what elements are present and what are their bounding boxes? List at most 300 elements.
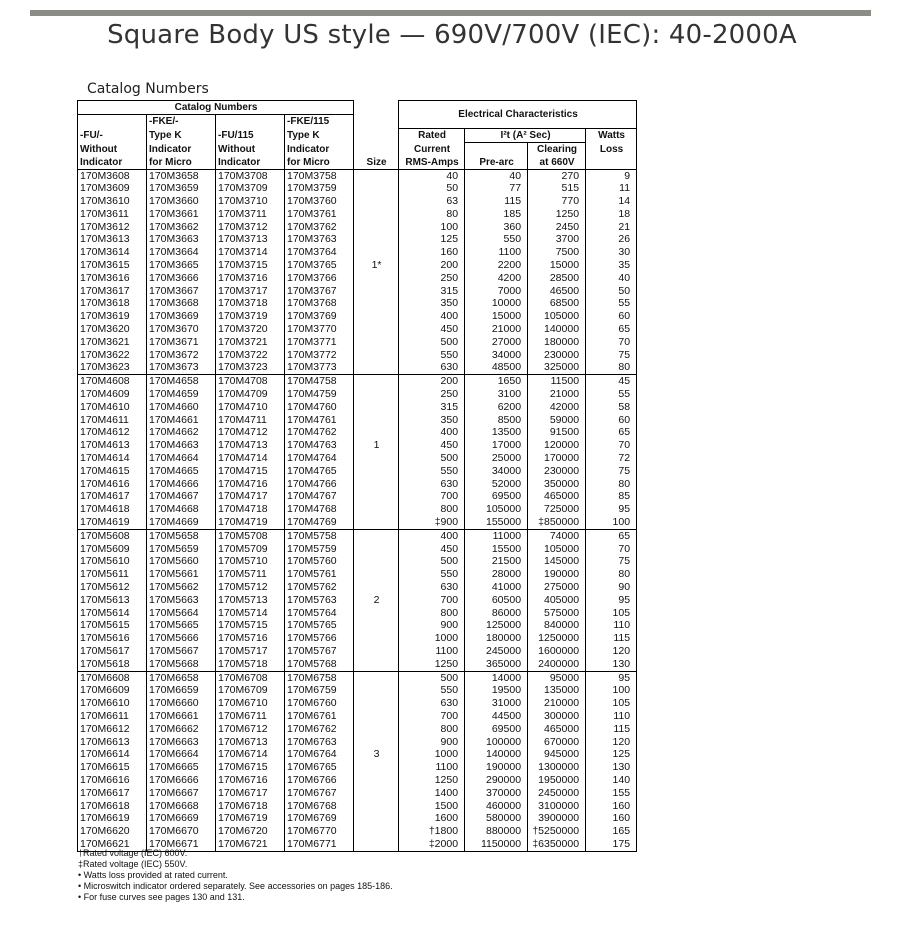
clearing-cell: 350000 xyxy=(528,478,586,491)
catalog-number-cell: 170M3622 xyxy=(78,349,147,362)
col4-l2 xyxy=(354,128,399,142)
catalog-number-cell: 170M6613 xyxy=(78,736,147,749)
table-row xyxy=(78,426,637,439)
catalog-number-cell: 170M6771 xyxy=(285,838,354,851)
catalog-number-cell: 170M3672 xyxy=(147,349,216,362)
catalog-number-cell: 170M3712 xyxy=(216,221,285,234)
catalog-number-cell: 170M5610 xyxy=(78,555,147,568)
catalog-number-cell: 170M5660 xyxy=(147,555,216,568)
size-cell xyxy=(354,233,399,246)
clearing-cell: 135000 xyxy=(528,684,586,697)
watts-loss-cell: 65 xyxy=(586,426,637,439)
catalog-number-cell: 170M4617 xyxy=(78,490,147,503)
catalog-number-cell: 170M5716 xyxy=(216,632,285,645)
watts-loss-cell: 65 xyxy=(586,323,637,336)
catalog-number-cell: 170M4610 xyxy=(78,401,147,414)
catalog-number-cell: 170M3761 xyxy=(285,208,354,221)
catalog-number-cell: 170M5609 xyxy=(78,543,147,556)
pre-arc-cell: 69500 xyxy=(465,723,528,736)
watts-loss-cell: 110 xyxy=(586,619,637,632)
clearing-cell: 230000 xyxy=(528,349,586,362)
catalog-number-cell: 170M6621 xyxy=(78,838,147,851)
clearing-cell: 11500 xyxy=(528,375,586,388)
col8-l4 xyxy=(586,156,637,170)
pre-arc-cell: 140000 xyxy=(465,748,528,761)
clearing-cell: 105000 xyxy=(528,310,586,323)
rated-current-cell: 1100 xyxy=(399,645,465,658)
catalog-number-cell: 170M3767 xyxy=(285,285,354,298)
watts-loss-cell: 130 xyxy=(586,658,637,671)
pre-arc-cell: 15000 xyxy=(465,310,528,323)
catalog-number-cell: 170M3758 xyxy=(285,169,354,182)
table-row xyxy=(78,195,637,208)
catalog-number-cell: 170M5608 xyxy=(78,529,147,542)
catalog-number-cell: 170M6671 xyxy=(147,838,216,851)
top-rule xyxy=(30,10,871,16)
catalog-number-cell: 170M3617 xyxy=(78,285,147,298)
catalog-number-cell: 170M4713 xyxy=(216,439,285,452)
size-cell xyxy=(354,182,399,195)
catalog-number-cell: 170M5658 xyxy=(147,529,216,542)
catalog-number-cell: 170M3713 xyxy=(216,233,285,246)
catalog-number-cell: 170M4608 xyxy=(78,375,147,388)
clearing-cell: 2450000 xyxy=(528,787,586,800)
rated-current-cell: 700 xyxy=(399,594,465,607)
catalog-number-cell: 170M6619 xyxy=(78,812,147,825)
clearing-cell: 3100000 xyxy=(528,800,586,813)
catalog-number-cell: 170M3666 xyxy=(147,272,216,285)
catalog-number-cell: 170M5667 xyxy=(147,645,216,658)
catalog-number-cell: 170M4619 xyxy=(78,516,147,529)
col2-l4: Indicator xyxy=(216,156,285,170)
table-row xyxy=(78,529,637,542)
rated-current-cell: 250 xyxy=(399,388,465,401)
clearing-cell: 21000 xyxy=(528,388,586,401)
rated-current-cell: 450 xyxy=(399,323,465,336)
size-cell xyxy=(354,619,399,632)
rated-current-cell: †1800 xyxy=(399,825,465,838)
table-row xyxy=(78,594,637,607)
catalog-number-cell: 170M3621 xyxy=(78,336,147,349)
catalog-number-cell: 170M4718 xyxy=(216,503,285,516)
watts-loss-cell: 65 xyxy=(586,529,637,542)
catalog-number-cell: 170M4613 xyxy=(78,439,147,452)
pre-arc-cell: 28000 xyxy=(465,568,528,581)
pre-arc-cell: 125000 xyxy=(465,619,528,632)
size-cell xyxy=(354,195,399,208)
clearing-cell: 28500 xyxy=(528,272,586,285)
size-cell xyxy=(354,787,399,800)
catalog-number-cell: 170M3714 xyxy=(216,246,285,259)
rated-current-cell: 630 xyxy=(399,478,465,491)
catalog-number-cell: 170M3616 xyxy=(78,272,147,285)
table-row xyxy=(78,632,637,645)
table-row xyxy=(78,246,637,259)
clearing-cell: 465000 xyxy=(528,490,586,503)
rated-current-cell: 500 xyxy=(399,336,465,349)
catalog-number-cell: 170M4658 xyxy=(147,375,216,388)
catalog-number-cell: 170M3669 xyxy=(147,310,216,323)
clearing-cell: 325000 xyxy=(528,361,586,374)
col0-l4: Indicator xyxy=(78,156,147,170)
clearing-cell: 270 xyxy=(528,169,586,182)
pre-arc-cell: 185 xyxy=(465,208,528,221)
size-cell xyxy=(354,684,399,697)
catalog-number-cell: 170M3772 xyxy=(285,349,354,362)
col6-l3 xyxy=(465,142,528,156)
catalog-number-cell: 170M6768 xyxy=(285,800,354,813)
size-cell xyxy=(354,414,399,427)
table-row xyxy=(78,414,637,427)
pre-arc-cell: 1150000 xyxy=(465,838,528,851)
catalog-number-cell: 170M6720 xyxy=(216,825,285,838)
pre-arc-cell: 1100 xyxy=(465,246,528,259)
catalog-number-cell: 170M5767 xyxy=(285,645,354,658)
catalog-number-cell: 170M4719 xyxy=(216,516,285,529)
catalog-number-cell: 170M3671 xyxy=(147,336,216,349)
catalog-number-cell: 170M4615 xyxy=(78,465,147,478)
col6-l4: Pre-arc xyxy=(465,156,528,170)
catalog-number-cell: 170M6663 xyxy=(147,736,216,749)
catalog-number-cell: 170M6659 xyxy=(147,684,216,697)
catalog-number-cell: 170M6767 xyxy=(285,787,354,800)
rated-current-cell: 1250 xyxy=(399,658,465,671)
pre-arc-cell: 44500 xyxy=(465,710,528,723)
clearing-cell: 145000 xyxy=(528,555,586,568)
page-title: Square Body US style — 690V/700V (IEC): 40-2000A xyxy=(107,20,797,50)
pre-arc-cell: 11000 xyxy=(465,529,528,542)
catalog-number-cell: 170M6618 xyxy=(78,800,147,813)
catalog-number-cell: 170M3716 xyxy=(216,272,285,285)
pre-arc-cell: 41000 xyxy=(465,581,528,594)
size-cell xyxy=(354,310,399,323)
size-cell: 1* xyxy=(354,259,399,272)
watts-loss-cell: 18 xyxy=(586,208,637,221)
pre-arc-cell: 40 xyxy=(465,169,528,182)
table-row xyxy=(78,452,637,465)
size-cell xyxy=(354,361,399,374)
catalog-number-cell: 170M4717 xyxy=(216,490,285,503)
catalog-number-cell: 170M4665 xyxy=(147,465,216,478)
clearing-cell: 180000 xyxy=(528,336,586,349)
rated-current-cell: 900 xyxy=(399,619,465,632)
catalog-number-cell: 170M5663 xyxy=(147,594,216,607)
clearing-cell: 74000 xyxy=(528,529,586,542)
catalog-number-cell: 170M3773 xyxy=(285,361,354,374)
watts-loss-cell: 165 xyxy=(586,825,637,838)
pre-arc-cell: 7000 xyxy=(465,285,528,298)
size-cell xyxy=(354,285,399,298)
clearing-cell: ‡6350000 xyxy=(528,838,586,851)
size-cell xyxy=(354,208,399,221)
watts-loss-cell: 115 xyxy=(586,632,637,645)
size-cell xyxy=(354,761,399,774)
watts-loss-cell: 130 xyxy=(586,761,637,774)
watts-loss-cell: 115 xyxy=(586,723,637,736)
clearing-cell: 3900000 xyxy=(528,812,586,825)
clearing-cell: 68500 xyxy=(528,297,586,310)
rated-current-cell: 1400 xyxy=(399,787,465,800)
table-row xyxy=(78,825,637,838)
catalog-number-cell: 170M5764 xyxy=(285,607,354,620)
catalog-number-cell: 170M6708 xyxy=(216,671,285,684)
table-row xyxy=(78,323,637,336)
catalog-number-cell: 170M6662 xyxy=(147,723,216,736)
table-row xyxy=(78,336,637,349)
catalog-number-cell: 170M3660 xyxy=(147,195,216,208)
catalog-number-cell: 170M3665 xyxy=(147,259,216,272)
footnotes xyxy=(78,848,393,903)
table-row xyxy=(78,208,637,221)
catalog-number-cell: 170M6765 xyxy=(285,761,354,774)
catalog-number-cell: 170M3723 xyxy=(216,361,285,374)
size-cell xyxy=(354,632,399,645)
catalog-number-cell: 170M4769 xyxy=(285,516,354,529)
col3-l3: Indicator xyxy=(285,142,354,156)
clearing-cell: 1300000 xyxy=(528,761,586,774)
table-row xyxy=(78,723,637,736)
catalog-number-cell: 170M6616 xyxy=(78,774,147,787)
table-row xyxy=(78,272,637,285)
catalog-number-cell: 170M5712 xyxy=(216,581,285,594)
watts-loss-cell: 120 xyxy=(586,736,637,749)
size-cell xyxy=(354,774,399,787)
catalog-number-cell: 170M6615 xyxy=(78,761,147,774)
col4-l4: Size xyxy=(354,156,399,170)
col7-l3: Clearing xyxy=(528,142,586,156)
catalog-number-cell: 170M3615 xyxy=(78,259,147,272)
pre-arc-cell: 3100 xyxy=(465,388,528,401)
watts-loss-cell: 100 xyxy=(586,684,637,697)
size-cell xyxy=(354,607,399,620)
pre-arc-cell: 31000 xyxy=(465,697,528,710)
pre-arc-cell: 190000 xyxy=(465,761,528,774)
catalog-number-cell: 170M4668 xyxy=(147,503,216,516)
clearing-cell: 190000 xyxy=(528,568,586,581)
catalog-number-cell: 170M3668 xyxy=(147,297,216,310)
catalog-number-cell: 170M4712 xyxy=(216,426,285,439)
table-row xyxy=(78,812,637,825)
rated-current-cell: 1000 xyxy=(399,748,465,761)
catalog-number-cell: 170M3673 xyxy=(147,361,216,374)
catalog-number-cell: 170M6716 xyxy=(216,774,285,787)
catalog-number-cell: 170M6718 xyxy=(216,800,285,813)
table-row xyxy=(78,555,637,568)
size-cell xyxy=(354,671,399,684)
table-row xyxy=(78,233,637,246)
rated-current-cell: 800 xyxy=(399,607,465,620)
table-row xyxy=(78,439,637,452)
rated-current-cell: 1250 xyxy=(399,774,465,787)
catalog-number-cell: 170M6709 xyxy=(216,684,285,697)
size-cell xyxy=(354,388,399,401)
catalog-number-cell: 170M5618 xyxy=(78,658,147,671)
pre-arc-cell: 77 xyxy=(465,182,528,195)
catalog-number-cell: 170M6620 xyxy=(78,825,147,838)
catalog-number-cell: 170M4760 xyxy=(285,401,354,414)
pre-arc-cell: 86000 xyxy=(465,607,528,620)
table-row xyxy=(78,581,637,594)
rated-current-cell: 500 xyxy=(399,555,465,568)
catalog-number-cell: 170M3759 xyxy=(285,182,354,195)
watts-loss-cell: 72 xyxy=(586,452,637,465)
catalog-number-cell: 170M4660 xyxy=(147,401,216,414)
watts-loss-cell: 155 xyxy=(586,787,637,800)
catalog-number-cell: 170M3670 xyxy=(147,323,216,336)
catalog-table xyxy=(77,100,637,852)
clearing-cell: 95000 xyxy=(528,671,586,684)
col2-l2: -FU/115 xyxy=(216,128,285,142)
table-row xyxy=(78,490,637,503)
table-row xyxy=(78,787,637,800)
clearing-cell: 170000 xyxy=(528,452,586,465)
size-cell xyxy=(354,478,399,491)
pre-arc-cell: 460000 xyxy=(465,800,528,813)
watts-loss-cell: 9 xyxy=(586,169,637,182)
size-cell xyxy=(354,465,399,478)
pre-arc-cell: 100000 xyxy=(465,736,528,749)
watts-loss-cell: 120 xyxy=(586,645,637,658)
clearing-cell: †5250000 xyxy=(528,825,586,838)
catalog-number-cell: 170M4614 xyxy=(78,452,147,465)
catalog-number-cell: 170M4761 xyxy=(285,414,354,427)
catalog-number-cell: 170M5718 xyxy=(216,658,285,671)
catalog-number-cell: 170M3608 xyxy=(78,169,147,182)
catalog-number-cell: 170M4716 xyxy=(216,478,285,491)
catalog-number-cell: 170M4714 xyxy=(216,452,285,465)
table-row xyxy=(78,478,637,491)
col2-l3: Without xyxy=(216,142,285,156)
catalog-number-cell: 170M4618 xyxy=(78,503,147,516)
catalog-number-cell: 170M5664 xyxy=(147,607,216,620)
catalog-number-cell: 170M4767 xyxy=(285,490,354,503)
catalog-number-cell: 170M6710 xyxy=(216,697,285,710)
rated-current-cell: 200 xyxy=(399,259,465,272)
pre-arc-cell: 60500 xyxy=(465,594,528,607)
clearing-cell: 1250000 xyxy=(528,632,586,645)
catalog-number-cell: 170M5666 xyxy=(147,632,216,645)
watts-loss-cell: 90 xyxy=(586,581,637,594)
col3-l4: for Micro xyxy=(285,156,354,170)
rated-current-cell: 550 xyxy=(399,349,465,362)
rated-current-cell: 700 xyxy=(399,490,465,503)
watts-loss-cell: 70 xyxy=(586,439,637,452)
pre-arc-cell: 105000 xyxy=(465,503,528,516)
watts-loss-cell: 175 xyxy=(586,838,637,851)
col5-l3: Current xyxy=(399,142,465,156)
catalog-number-cell: 170M6719 xyxy=(216,812,285,825)
catalog-number-cell: 170M6769 xyxy=(285,812,354,825)
catalog-number-cell: 170M6760 xyxy=(285,697,354,710)
catalog-number-cell: 170M4663 xyxy=(147,439,216,452)
catalog-number-cell: 170M3764 xyxy=(285,246,354,259)
size-cell xyxy=(354,246,399,259)
table-body xyxy=(78,169,637,851)
catalog-number-cell: 170M6670 xyxy=(147,825,216,838)
clearing-cell: 105000 xyxy=(528,543,586,556)
clearing-cell: 770 xyxy=(528,195,586,208)
catalog-number-cell: 170M6617 xyxy=(78,787,147,800)
catalog-number-cell: 170M3763 xyxy=(285,233,354,246)
watts-loss-cell: 80 xyxy=(586,478,637,491)
size-cell: 1 xyxy=(354,439,399,452)
catalog-number-cell: 170M6611 xyxy=(78,710,147,723)
table-row xyxy=(78,310,637,323)
size-cell xyxy=(354,169,399,182)
pre-arc-cell: 10000 xyxy=(465,297,528,310)
pre-arc-cell: 8500 xyxy=(465,414,528,427)
clearing-cell: 300000 xyxy=(528,710,586,723)
table-row xyxy=(78,774,637,787)
catalog-number-cell: 170M5763 xyxy=(285,594,354,607)
catalog-number-cell: 170M3609 xyxy=(78,182,147,195)
rated-current-cell: 900 xyxy=(399,736,465,749)
rated-current-cell: 630 xyxy=(399,697,465,710)
size-cell xyxy=(354,323,399,336)
col4-l1 xyxy=(354,115,399,129)
col0-l2: -FU/- xyxy=(78,128,147,142)
catalog-number-cell: 170M3771 xyxy=(285,336,354,349)
col1-l1: -FKE/- xyxy=(147,115,216,129)
pre-arc-cell: 4200 xyxy=(465,272,528,285)
clearing-cell: 725000 xyxy=(528,503,586,516)
rated-current-cell: 400 xyxy=(399,310,465,323)
catalog-number-cell: 170M4662 xyxy=(147,426,216,439)
pre-arc-cell: 52000 xyxy=(465,478,528,491)
catalog-number-cell: 170M6660 xyxy=(147,697,216,710)
pre-arc-cell: 21000 xyxy=(465,323,528,336)
catalog-number-cell: 170M5662 xyxy=(147,581,216,594)
size-cell xyxy=(354,375,399,388)
rated-current-cell: 250 xyxy=(399,272,465,285)
table-row xyxy=(78,645,637,658)
table-row xyxy=(78,401,637,414)
catalog-number-cell: 170M3623 xyxy=(78,361,147,374)
catalog-number-cell: 170M5713 xyxy=(216,594,285,607)
catalog-number-cell: 170M5711 xyxy=(216,568,285,581)
pre-arc-cell: 13500 xyxy=(465,426,528,439)
watts-loss-cell: 105 xyxy=(586,607,637,620)
watts-loss-cell: 140 xyxy=(586,774,637,787)
rated-current-cell: 450 xyxy=(399,439,465,452)
table-row xyxy=(78,697,637,710)
rated-current-cell: 800 xyxy=(399,723,465,736)
catalog-number-cell: 170M3762 xyxy=(285,221,354,234)
rated-current-cell: 800 xyxy=(399,503,465,516)
catalog-number-cell: 170M3658 xyxy=(147,169,216,182)
table-row xyxy=(78,285,637,298)
clearing-cell: 230000 xyxy=(528,465,586,478)
pre-arc-cell: 115 xyxy=(465,195,528,208)
pre-arc-cell: 17000 xyxy=(465,439,528,452)
catalog-number-cell: 170M3619 xyxy=(78,310,147,323)
pre-arc-cell: 245000 xyxy=(465,645,528,658)
rated-current-cell: ‡900 xyxy=(399,516,465,529)
rated-current-cell: 350 xyxy=(399,297,465,310)
catalog-number-cell: 170M3720 xyxy=(216,323,285,336)
catalog-number-cell: 170M4764 xyxy=(285,452,354,465)
table-row xyxy=(78,568,637,581)
pre-arc-cell: 880000 xyxy=(465,825,528,838)
watts-loss-cell: 55 xyxy=(586,388,637,401)
catalog-number-cell: 170M5762 xyxy=(285,581,354,594)
catalog-number-cell: 170M4708 xyxy=(216,375,285,388)
catalog-number-cell: 170M4758 xyxy=(285,375,354,388)
clearing-cell: 275000 xyxy=(528,581,586,594)
catalog-number-cell: 170M5760 xyxy=(285,555,354,568)
catalog-number-cell: 170M6715 xyxy=(216,761,285,774)
catalog-number-cell: 170M4709 xyxy=(216,388,285,401)
